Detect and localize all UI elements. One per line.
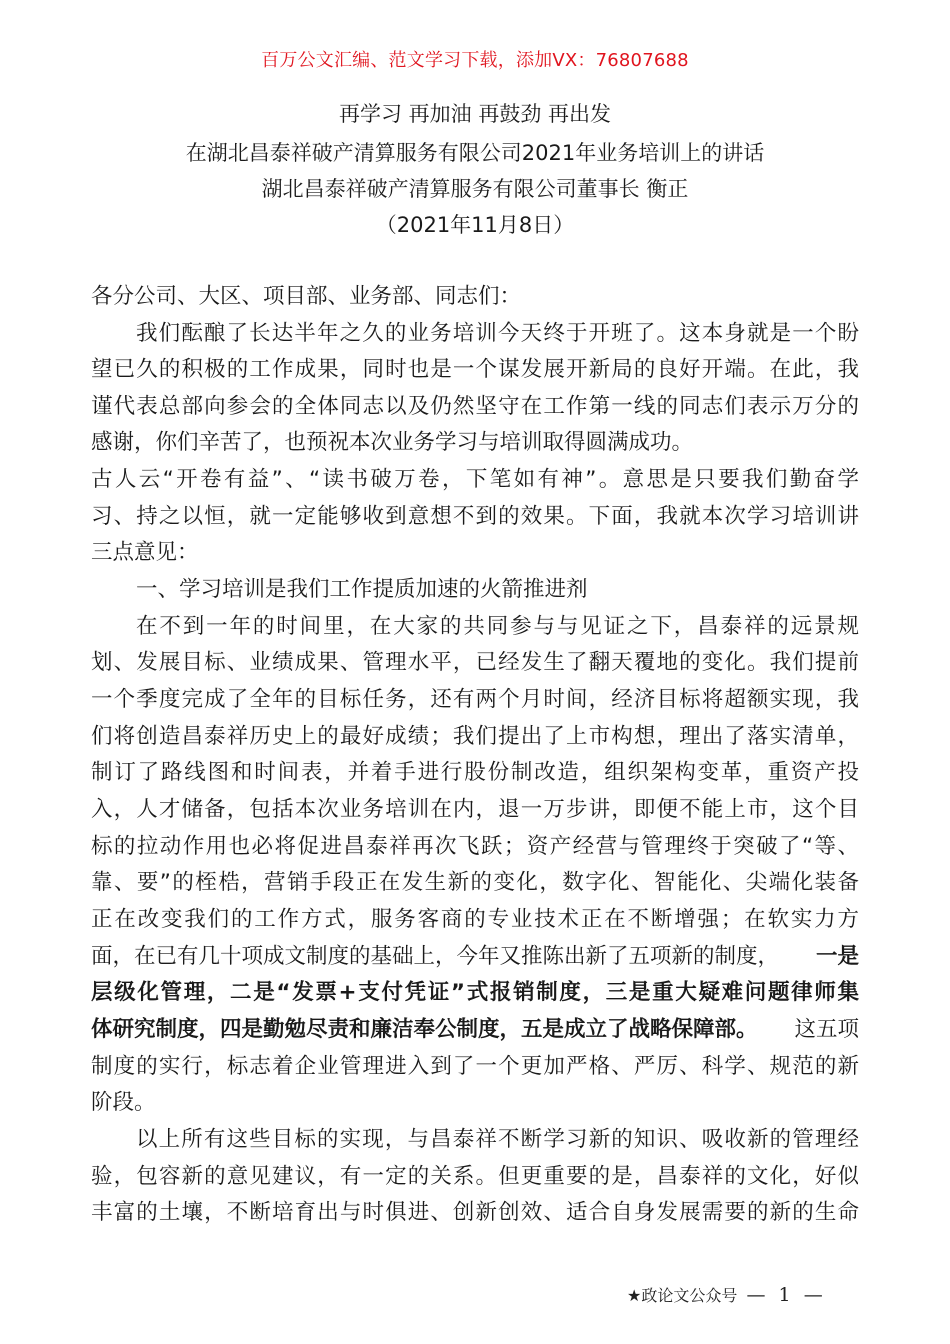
section-heading-1: 一、学习培训是我们工作提质加速的火箭推进剂: [136, 577, 588, 602]
paragraph-line: 三点意见：: [91, 540, 199, 565]
salutation: 各分公司、大区、项目部、业务部、同志们：: [91, 284, 522, 309]
paragraph-text: 面，在已有几十项成文制度的基础上，今年又推陈出新了五项新的制度，: [91, 944, 780, 969]
speech-author: 湖北昌泰祥破产清算服务有限公司董事长 衡正: [261, 177, 689, 201]
paragraph-line: 我们酝酿了长达半年之久的业务培训今天终于开班了。这本身就是一个盼: [136, 321, 859, 346]
page-number: 1: [778, 1284, 791, 1306]
bold-text: 体研究制度，四是勤勉尽责和廉洁奉公制度，五是成立了战略保障部。: [91, 1017, 758, 1042]
paragraph-line: 一个季度完成了全年的目标任务，还有两个月时间，经济目标将超额实现，我: [91, 687, 859, 712]
dash-left: —: [746, 1284, 766, 1306]
dash-right: —: [803, 1284, 823, 1306]
paragraph-line: 谨代表总部向参会的全体同志以及仍然坚守在工作第一线的同志们表示万分的: [91, 394, 859, 419]
paragraph-line: [91, 1016, 859, 1044]
paragraph-line: [91, 943, 859, 971]
paragraph-line: 标的拉动作用也必将促进昌泰祥再次飞跃；资产经营与管理终于突破了“等、: [91, 834, 859, 859]
footer-source: ★政论文公众号: [627, 1286, 738, 1305]
paragraph-line: 验，包容新的意见建议，有一定的关系。但更重要的是，昌泰祥的文化，好似: [91, 1164, 859, 1189]
paragraph-line: 古人云“开卷有益”、“读书破万卷，下笔如有神”。意思是只要我们勤奋学: [91, 467, 859, 492]
paragraph-line: 划、发展目标、业绩成果、管理水平，已经发生了翻天覆地的变化。我们提前: [91, 650, 859, 675]
paragraph-text: 这五项: [794, 1017, 859, 1042]
paragraph-line: 制订了路线图和时间表，并着手进行股份制改造，组织架构变革，重资产投: [91, 760, 859, 785]
paragraph-line: 望已久的积极的工作成果，同时也是一个谋发展开新局的良好开端。在此，我: [91, 357, 859, 382]
page-footer: [627, 1283, 827, 1306]
paragraph-line: 靠、要”的桎梏，营销手段正在发生新的变化，数字化、智能化、尖端化装备: [91, 870, 859, 895]
paragraph-line: 以上所有这些目标的实现，与昌泰祥不断学习新的知识、吸收新的管理经: [136, 1127, 859, 1152]
paragraph-line: 习、持之以恒，就一定能够收到意想不到的效果。下面，我就本次学习培训讲: [91, 504, 859, 529]
paragraph-line: 制度的实行，标志着企业管理进入到了一个更加严格、严厉、科学、规范的新: [91, 1054, 859, 1079]
paragraph-line: 入，人才储备，包括本次业务培训在内，退一万步讲，即便不能上市，这个目: [91, 797, 859, 822]
paragraph-line: 正在改变我们的工作方式，服务客商的专业技术正在不断增强；在软实力方: [91, 907, 859, 932]
paragraph-line: 丰富的土壤，不断培育出与时俱进、创新创效、适合自身发展需要的新的生命: [91, 1200, 859, 1225]
download-banner: 百万公文汇编、范文学习下载，添加VX：76807688: [261, 50, 689, 71]
bold-text: 一是: [815, 944, 859, 969]
paragraph-line: 们将创造昌泰祥历史上的最好成绩；我们提出了上市构想，理出了落实清单，: [91, 724, 859, 749]
bold-paragraph-line: 层级化管理，二是“发票+支付凭证”式报销制度，三是重大疑难问题律师集: [91, 980, 859, 1005]
paragraph-line: 阶段。: [91, 1090, 156, 1115]
speech-subtitle: 在湖北昌泰祥破产清算服务有限公司2021年业务培训上的讲话: [185, 141, 765, 165]
speech-title: 再学习 再加油 再鼓劲 再出发: [338, 102, 612, 126]
paragraph-line: 感谢，你们辛苦了，也预祝本次业务学习与培训取得圆满成功。: [91, 430, 694, 455]
speech-date: （2021年11月8日）: [375, 213, 575, 237]
paragraph-line: 在不到一年的时间里，在大家的共同参与与见证之下，昌泰祥的远景规: [136, 614, 859, 639]
